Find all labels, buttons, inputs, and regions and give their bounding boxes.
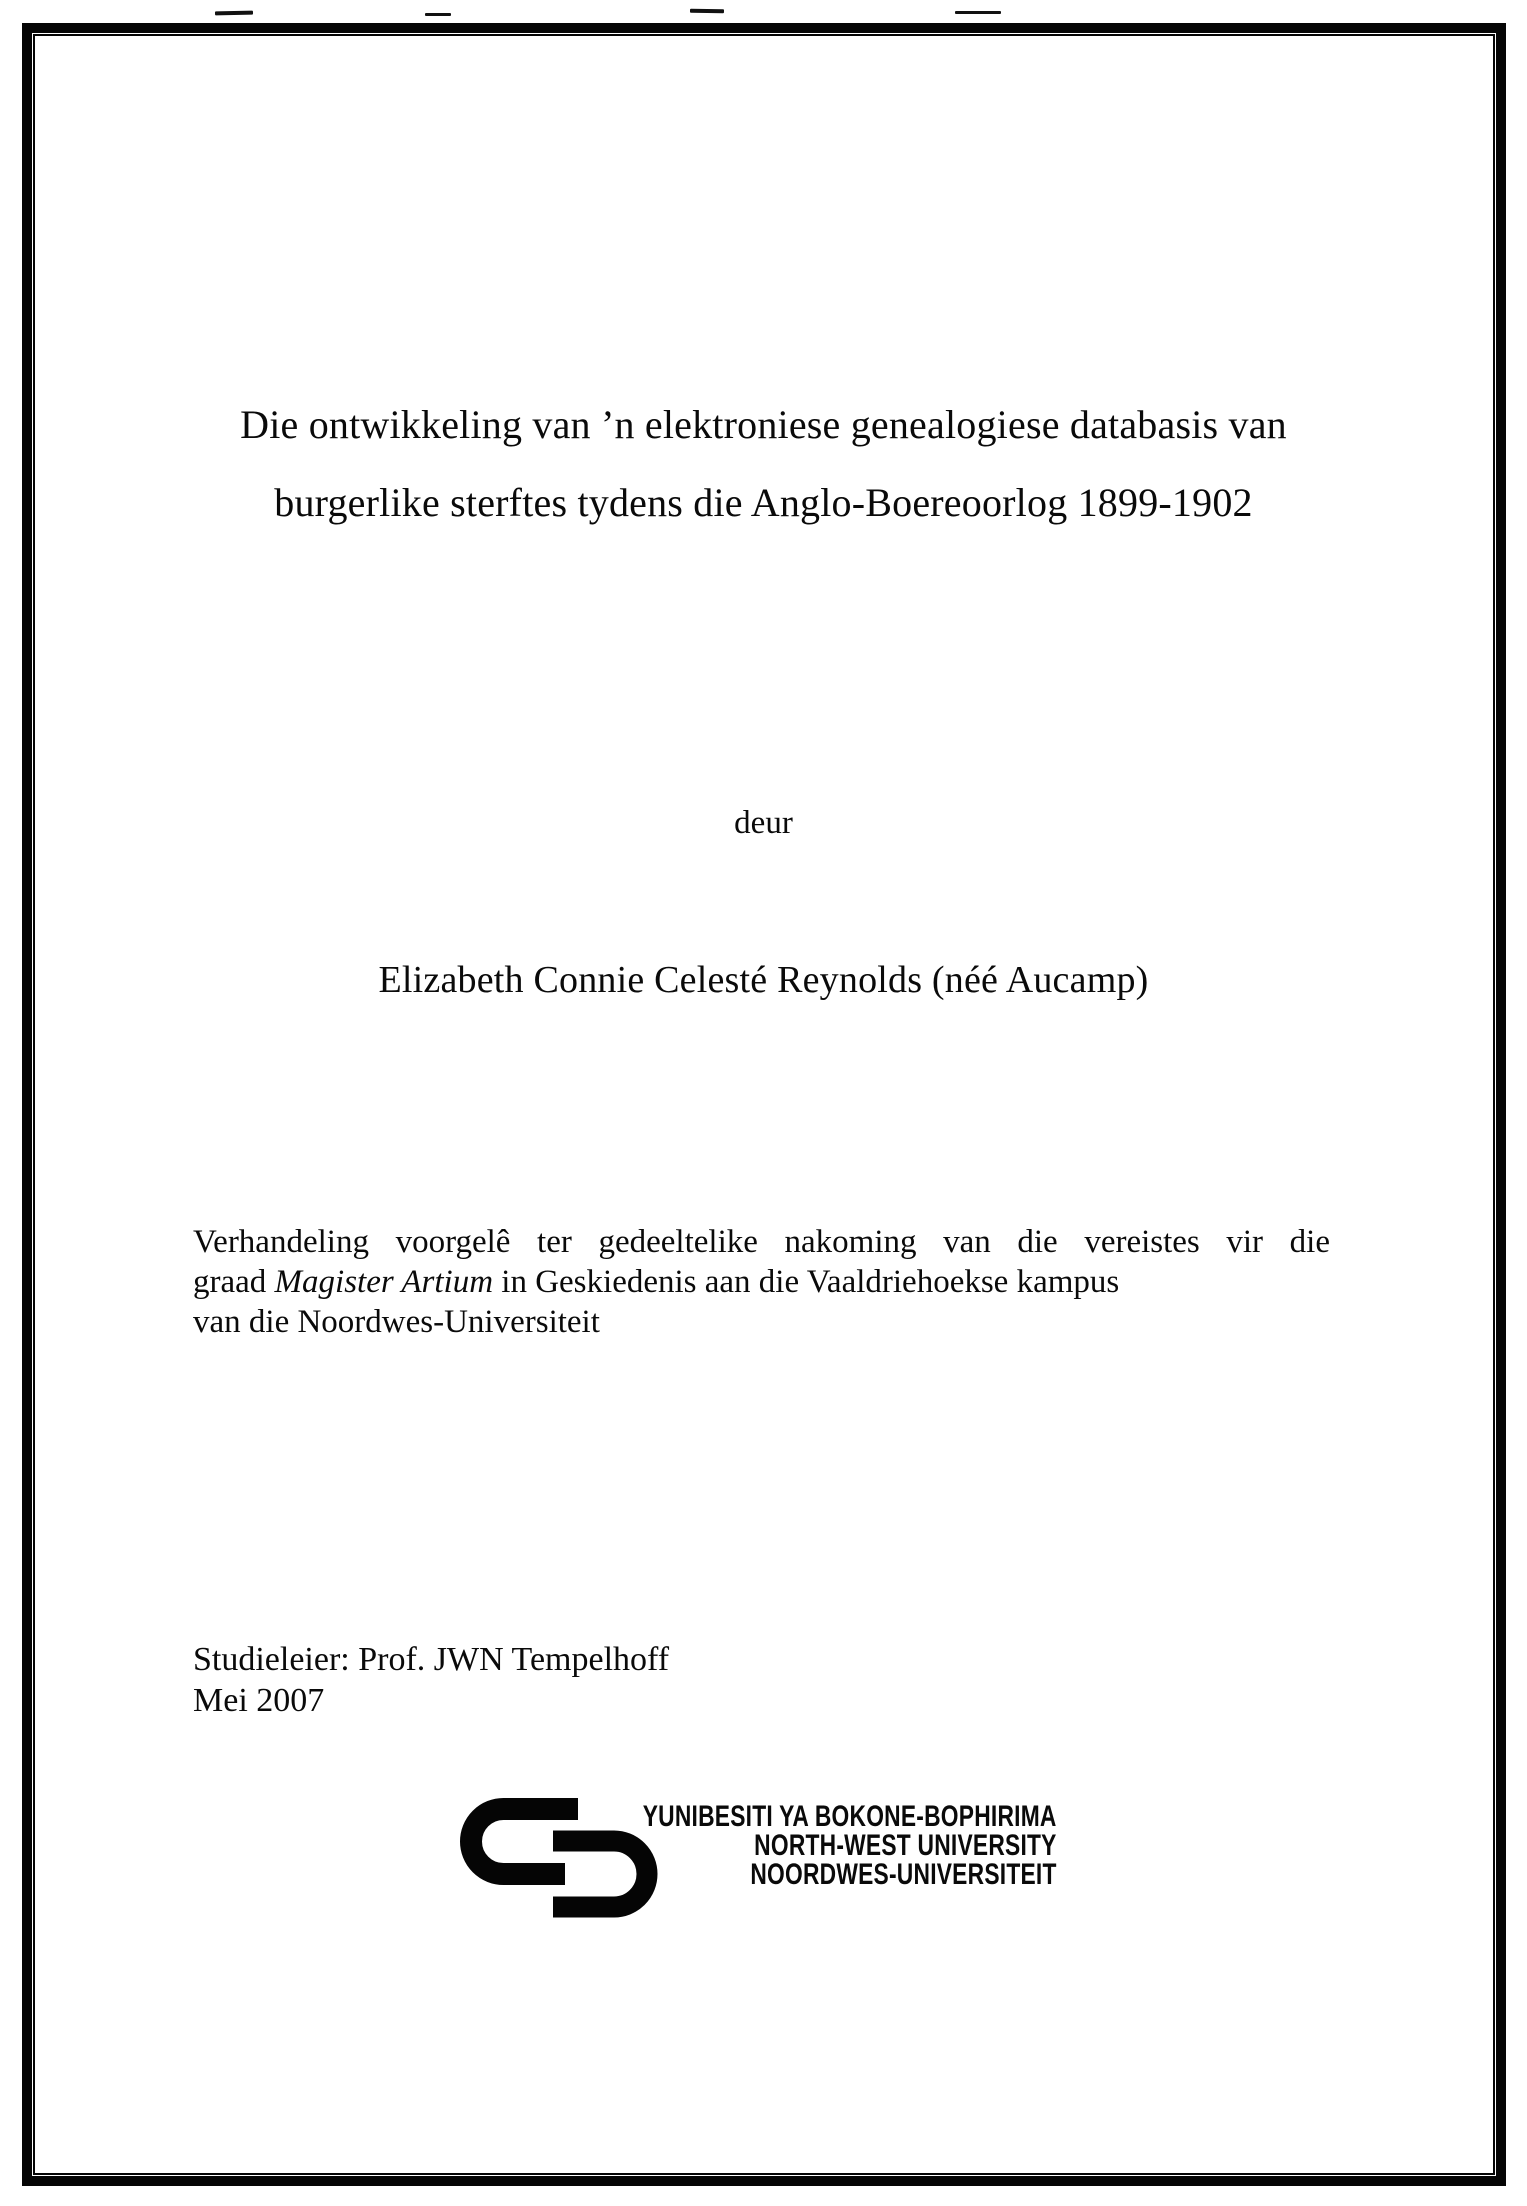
degree-statement-line2-prefix: graad (193, 1264, 275, 1300)
university-logo (455, 1796, 1075, 1936)
scan-artifact (955, 11, 1001, 14)
byline-label: deur (734, 805, 793, 841)
scan-artifact (215, 11, 253, 16)
thesis-title-line1: Die ontwikkeling van ’n elektroniese genealogiese databasis van (240, 402, 1287, 447)
degree-statement (193, 1222, 1330, 1342)
degree-name-italic: Magister Artium (274, 1264, 494, 1300)
degree-statement-line2-suffix: in Geskiedenis aan die Vaaldriehoekse kampus (493, 1264, 1120, 1300)
degree-statement-line2 (193, 1262, 1330, 1302)
degree-statement-line3: van die Noordwes-Universiteit (193, 1304, 600, 1340)
supervisor-block (193, 1639, 669, 1721)
logo-wordmark-line2: NORTH-WEST UNIVERSITY (754, 1829, 1057, 1862)
author-name: Elizabeth Connie Celesté Reynolds (néé Aucamp) (378, 959, 1149, 1001)
nwu-interlocking-links-icon (455, 1796, 660, 1921)
supervisor-line: Studieleier: Prof. JWN Tempelhoff (193, 1641, 670, 1678)
logo-wordmark-line3: NOORDWES-UNIVERSITEIT (750, 1858, 1057, 1891)
scan-artifact (425, 13, 451, 16)
degree-statement-line1: Verhandeling voorgelê ter gedeeltelike nakoming van die vereistes vir die (193, 1224, 1330, 1260)
logo-wordmark-line1: YUNIBESITI YA BOKONE-BOPHIRIMA (643, 1800, 1057, 1833)
thesis-title (150, 386, 1377, 542)
logo-wordmark (643, 1802, 1057, 1889)
scan-artifact (690, 9, 724, 14)
date-line: Mei 2007 (193, 1682, 325, 1719)
thesis-title-line2: burgerlike sterftes tydens die Anglo-Boereoorlog 1899-1902 (274, 480, 1253, 525)
